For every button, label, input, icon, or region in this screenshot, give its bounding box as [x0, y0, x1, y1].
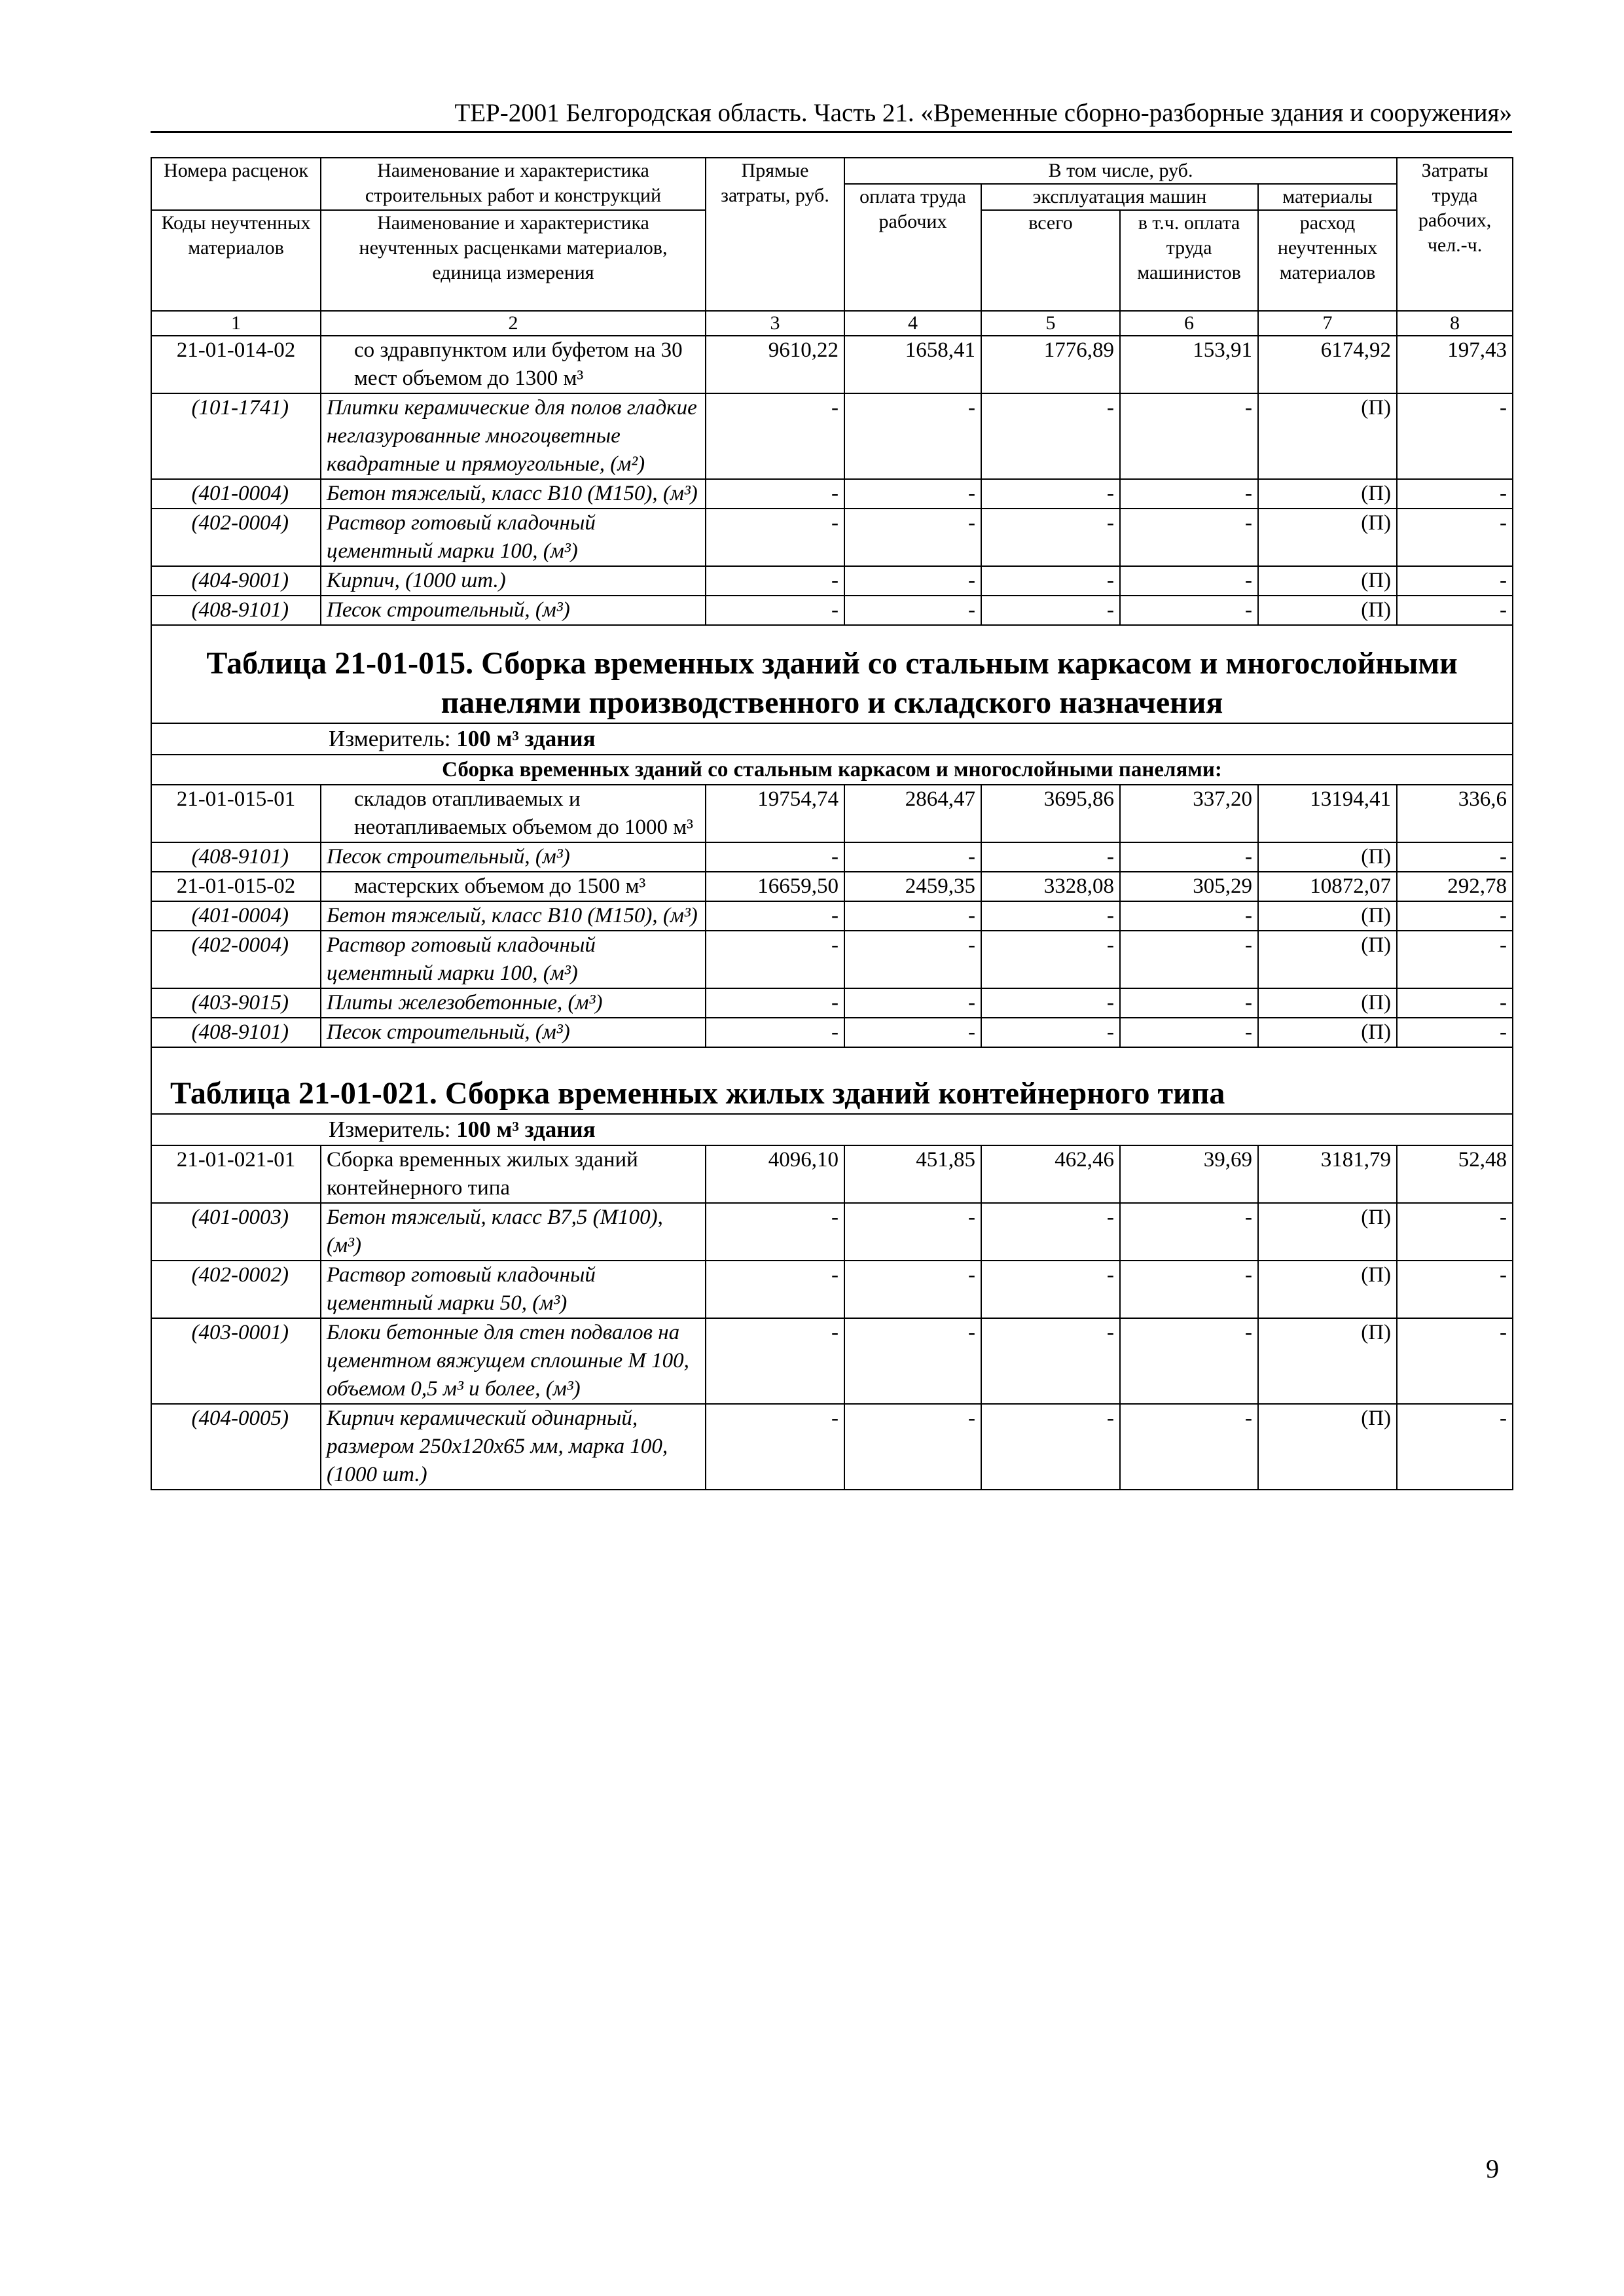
work-name: Сборка временных жилых зданий контейнерного типа [321, 1145, 706, 1203]
value-cell: 3328,08 [981, 872, 1120, 901]
table-row [151, 509, 1513, 566]
table-row [151, 566, 1513, 596]
material-name: Бетон тяжелый, класс В10 (М150), (м³) [321, 901, 706, 931]
material-name: Блоки бетонные для стен подвалов на цементном вяжущем сплошные М 100, объемом 0,5 м³ и более, (м³) [321, 1318, 706, 1404]
value-cell: 3181,79 [1258, 1145, 1397, 1203]
value-cell: - [706, 842, 844, 872]
header-machinist-pay: в т.ч. оплата труда машинистов [1120, 210, 1258, 311]
header-worker-pay: оплата труда рабочих [844, 184, 981, 311]
value-cell: - [706, 393, 844, 479]
value-cell: - [706, 1203, 844, 1261]
value-cell: (П) [1258, 931, 1397, 988]
value-cell: - [844, 566, 981, 596]
section-subheading: Сборка временных зданий со стальным каркасом и многослойными панелями: [151, 755, 1513, 785]
value-cell: - [981, 1261, 1120, 1318]
value-cell: - [981, 901, 1120, 931]
value-cell: - [1397, 842, 1513, 872]
material-name: Бетон тяжелый, класс В10 (М150), (м³) [321, 479, 706, 509]
value-cell: (П) [1258, 1261, 1397, 1318]
measure-value: 100 м³ здания [456, 1117, 596, 1142]
value-cell: - [1397, 1318, 1513, 1404]
value-cell: 337,20 [1120, 785, 1258, 842]
value-cell: (П) [1258, 1203, 1397, 1261]
value-cell: (П) [1258, 509, 1397, 566]
value-cell: 153,91 [1120, 336, 1258, 393]
material-code: (408-9101) [151, 596, 321, 625]
header-codes-bottom: Коды неучтенных материалов [151, 210, 321, 311]
value-cell: 462,46 [981, 1145, 1120, 1203]
value-cell: 3695,86 [981, 785, 1120, 842]
table-title-line: Таблица 21-01-015. Сборка временных зданий со стальным каркасом и многослойными [206, 646, 1458, 681]
value-cell: 16659,50 [706, 872, 844, 901]
value-cell: - [981, 479, 1120, 509]
value-cell: - [706, 1318, 844, 1404]
material-code: (403-0001) [151, 1318, 321, 1404]
value-cell: - [1120, 931, 1258, 988]
value-cell: - [706, 596, 844, 625]
value-cell: - [1397, 1404, 1513, 1490]
header-machines: эксплуатация машин [981, 184, 1258, 210]
value-cell: 305,29 [1120, 872, 1258, 901]
material-name: Песок строительный, (м³) [321, 842, 706, 872]
material-name: Раствор готовый кладочный цементный марки 100, (м³) [321, 931, 706, 988]
table-row [151, 1318, 1513, 1404]
table-row [151, 336, 1513, 393]
material-code: (401-0003) [151, 1203, 321, 1261]
rate-code: 21-01-021-01 [151, 1145, 321, 1203]
material-code: (401-0004) [151, 901, 321, 931]
rate-code: 21-01-015-02 [151, 872, 321, 901]
table-row [151, 785, 1513, 842]
value-cell: - [844, 393, 981, 479]
material-code: (404-0005) [151, 1404, 321, 1490]
material-name: Раствор готовый кладочный цементный марки 50, (м³) [321, 1261, 706, 1318]
value-cell: 292,78 [1397, 872, 1513, 901]
material-name: Раствор готовый кладочный цементный марки 100, (м³) [321, 509, 706, 566]
value-cell: 13194,41 [1258, 785, 1397, 842]
value-cell: (П) [1258, 901, 1397, 931]
price-table [151, 157, 1513, 1490]
rate-code: 21-01-014-02 [151, 336, 321, 393]
value-cell: 19754,74 [706, 785, 844, 842]
header-rule [151, 131, 1512, 133]
value-cell: - [981, 1018, 1120, 1047]
value-cell: - [844, 1018, 981, 1047]
value-cell: - [981, 393, 1120, 479]
value-cell: - [1397, 596, 1513, 625]
value-cell: - [706, 1404, 844, 1490]
material-code: (101-1741) [151, 393, 321, 479]
value-cell: - [706, 479, 844, 509]
value-cell: - [1120, 566, 1258, 596]
value-cell: - [1120, 1018, 1258, 1047]
value-cell: 10872,07 [1258, 872, 1397, 901]
work-name: со здравпунктом или буфетом на 30 мест объемом до 1300 м³ [321, 336, 706, 393]
value-cell: (П) [1258, 393, 1397, 479]
value-cell: - [1397, 1261, 1513, 1318]
value-cell: - [1120, 1404, 1258, 1490]
header-labor-hours: Затраты труда рабочих, чел.-ч. [1397, 158, 1513, 311]
value-cell: - [706, 509, 844, 566]
value-cell: - [981, 509, 1120, 566]
material-name: Кирпич керамический одинарный, размером 250х120х65 мм, марка 100, (1000 шт.) [321, 1404, 706, 1490]
value-cell: 197,43 [1397, 336, 1513, 393]
value-cell: - [706, 988, 844, 1018]
table-title [151, 625, 1513, 723]
measure-unit [151, 1114, 1513, 1145]
value-cell: - [981, 842, 1120, 872]
material-code: (408-9101) [151, 842, 321, 872]
value-cell: - [706, 901, 844, 931]
value-cell: - [1397, 566, 1513, 596]
work-name: мастерских объемом до 1500 м³ [321, 872, 706, 901]
table-title-line: панелями производственного и складского назначения [441, 685, 1223, 720]
col-number: 1 [151, 311, 321, 336]
measure-value: 100 м³ здания [456, 726, 596, 751]
material-code: (402-0004) [151, 931, 321, 988]
material-name: Кирпич, (1000 шт.) [321, 566, 706, 596]
value-cell: - [844, 1404, 981, 1490]
value-cell: - [1120, 393, 1258, 479]
value-cell: - [1120, 988, 1258, 1018]
value-cell: - [706, 566, 844, 596]
measure-label: Измеритель: [329, 726, 451, 751]
value-cell: - [1120, 596, 1258, 625]
table-row [151, 1404, 1513, 1490]
measure-label: Измеритель: [329, 1117, 451, 1142]
header-including: В том числе, руб. [844, 158, 1397, 184]
value-cell: (П) [1258, 596, 1397, 625]
value-cell: - [1120, 1261, 1258, 1318]
value-cell: - [981, 1203, 1120, 1261]
page-number: 9 [1486, 2154, 1499, 2183]
value-cell: - [1397, 931, 1513, 988]
table-row [151, 1203, 1513, 1261]
table-row [151, 596, 1513, 625]
col-number: 2 [321, 311, 706, 336]
table-row [151, 872, 1513, 901]
value-cell: 2459,35 [844, 872, 981, 901]
value-cell: 451,85 [844, 1145, 981, 1203]
value-cell: (П) [1258, 988, 1397, 1018]
value-cell: (П) [1258, 1018, 1397, 1047]
value-cell: - [706, 1018, 844, 1047]
material-code: (402-0004) [151, 509, 321, 566]
table-row [151, 901, 1513, 931]
material-code: (402-0002) [151, 1261, 321, 1318]
col-number: 5 [981, 311, 1120, 336]
value-cell: - [844, 596, 981, 625]
value-cell: - [1120, 1203, 1258, 1261]
header-name-top: Наименование и характеристика строительных работ и конструкций [321, 158, 706, 210]
value-cell: - [844, 1203, 981, 1261]
value-cell: 2864,47 [844, 785, 981, 842]
material-name: Песок строительный, (м³) [321, 1018, 706, 1047]
measure-unit [151, 723, 1513, 755]
value-cell: 9610,22 [706, 336, 844, 393]
value-cell: - [981, 1404, 1120, 1490]
material-code: (403-9015) [151, 988, 321, 1018]
table-row [151, 479, 1513, 509]
value-cell: - [706, 931, 844, 988]
value-cell: - [1120, 842, 1258, 872]
value-cell: (П) [1258, 479, 1397, 509]
header-codes-top: Номера расценок [151, 158, 321, 210]
value-cell: - [1397, 1203, 1513, 1261]
material-name: Плиты железобетонные, (м³) [321, 988, 706, 1018]
value-cell: (П) [1258, 1404, 1397, 1490]
value-cell: - [844, 901, 981, 931]
table-row [151, 393, 1513, 479]
table-row [151, 1261, 1513, 1318]
value-cell: 1658,41 [844, 336, 981, 393]
header-direct-costs: Прямые затраты, руб. [706, 158, 844, 311]
header-materials: материалы [1258, 184, 1397, 210]
value-cell: - [844, 931, 981, 988]
value-cell: - [844, 479, 981, 509]
table-row [151, 931, 1513, 988]
value-cell: - [706, 1261, 844, 1318]
table-row [151, 842, 1513, 872]
value-cell: - [1397, 393, 1513, 479]
value-cell: - [844, 1318, 981, 1404]
col-number: 8 [1397, 311, 1513, 336]
table-row [151, 988, 1513, 1018]
material-code: (401-0004) [151, 479, 321, 509]
col-number: 4 [844, 311, 981, 336]
value-cell: - [1397, 988, 1513, 1018]
value-cell: - [1120, 479, 1258, 509]
rate-code: 21-01-015-01 [151, 785, 321, 842]
col-number: 3 [706, 311, 844, 336]
material-code: (408-9101) [151, 1018, 321, 1047]
value-cell: - [844, 509, 981, 566]
value-cell: - [981, 988, 1120, 1018]
table-row [151, 1145, 1513, 1203]
material-code: (404-9001) [151, 566, 321, 596]
material-name: Песок строительный, (м³) [321, 596, 706, 625]
value-cell: - [844, 988, 981, 1018]
value-cell: - [1397, 1018, 1513, 1047]
col-number: 7 [1258, 311, 1397, 336]
value-cell: 336,6 [1397, 785, 1513, 842]
value-cell: 4096,10 [706, 1145, 844, 1203]
value-cell: - [844, 842, 981, 872]
material-name: Бетон тяжелый, класс В7,5 (М100), (м³) [321, 1203, 706, 1261]
value-cell: - [981, 566, 1120, 596]
value-cell: 39,69 [1120, 1145, 1258, 1203]
table-title: Таблица 21-01-021. Сборка временных жилых зданий контейнерного типа [151, 1047, 1513, 1114]
value-cell: (П) [1258, 842, 1397, 872]
header-unaccounted-materials: расход неучтенных материалов [1258, 210, 1397, 311]
col-number: 6 [1120, 311, 1258, 336]
value-cell: - [1120, 1318, 1258, 1404]
value-cell: 1776,89 [981, 336, 1120, 393]
header-name-bottom: Наименование и характеристика неучтенных расценками материалов, единица измерения [321, 210, 706, 311]
table-row [151, 1018, 1513, 1047]
value-cell: 52,48 [1397, 1145, 1513, 1203]
value-cell: - [1120, 509, 1258, 566]
value-cell: - [844, 1261, 981, 1318]
value-cell: (П) [1258, 566, 1397, 596]
value-cell: 6174,92 [1258, 336, 1397, 393]
value-cell: - [981, 1318, 1120, 1404]
value-cell: - [1120, 901, 1258, 931]
running-title: ТЕР-2001 Белгородская область. Часть 21. «Временные сборно-разборные здания и сооружения» [454, 99, 1512, 127]
value-cell: - [981, 931, 1120, 988]
value-cell: (П) [1258, 1318, 1397, 1404]
header-machines-total: всего [981, 210, 1120, 311]
value-cell: - [1397, 509, 1513, 566]
value-cell: - [1397, 901, 1513, 931]
work-name: складов отапливаемых и неотапливаемых объемом до 1000 м³ [321, 785, 706, 842]
value-cell: - [1397, 479, 1513, 509]
value-cell: - [981, 596, 1120, 625]
material-name: Плитки керамические для полов гладкие неглазурованные многоцветные квадратные и прямоугольные, (м²) [321, 393, 706, 479]
